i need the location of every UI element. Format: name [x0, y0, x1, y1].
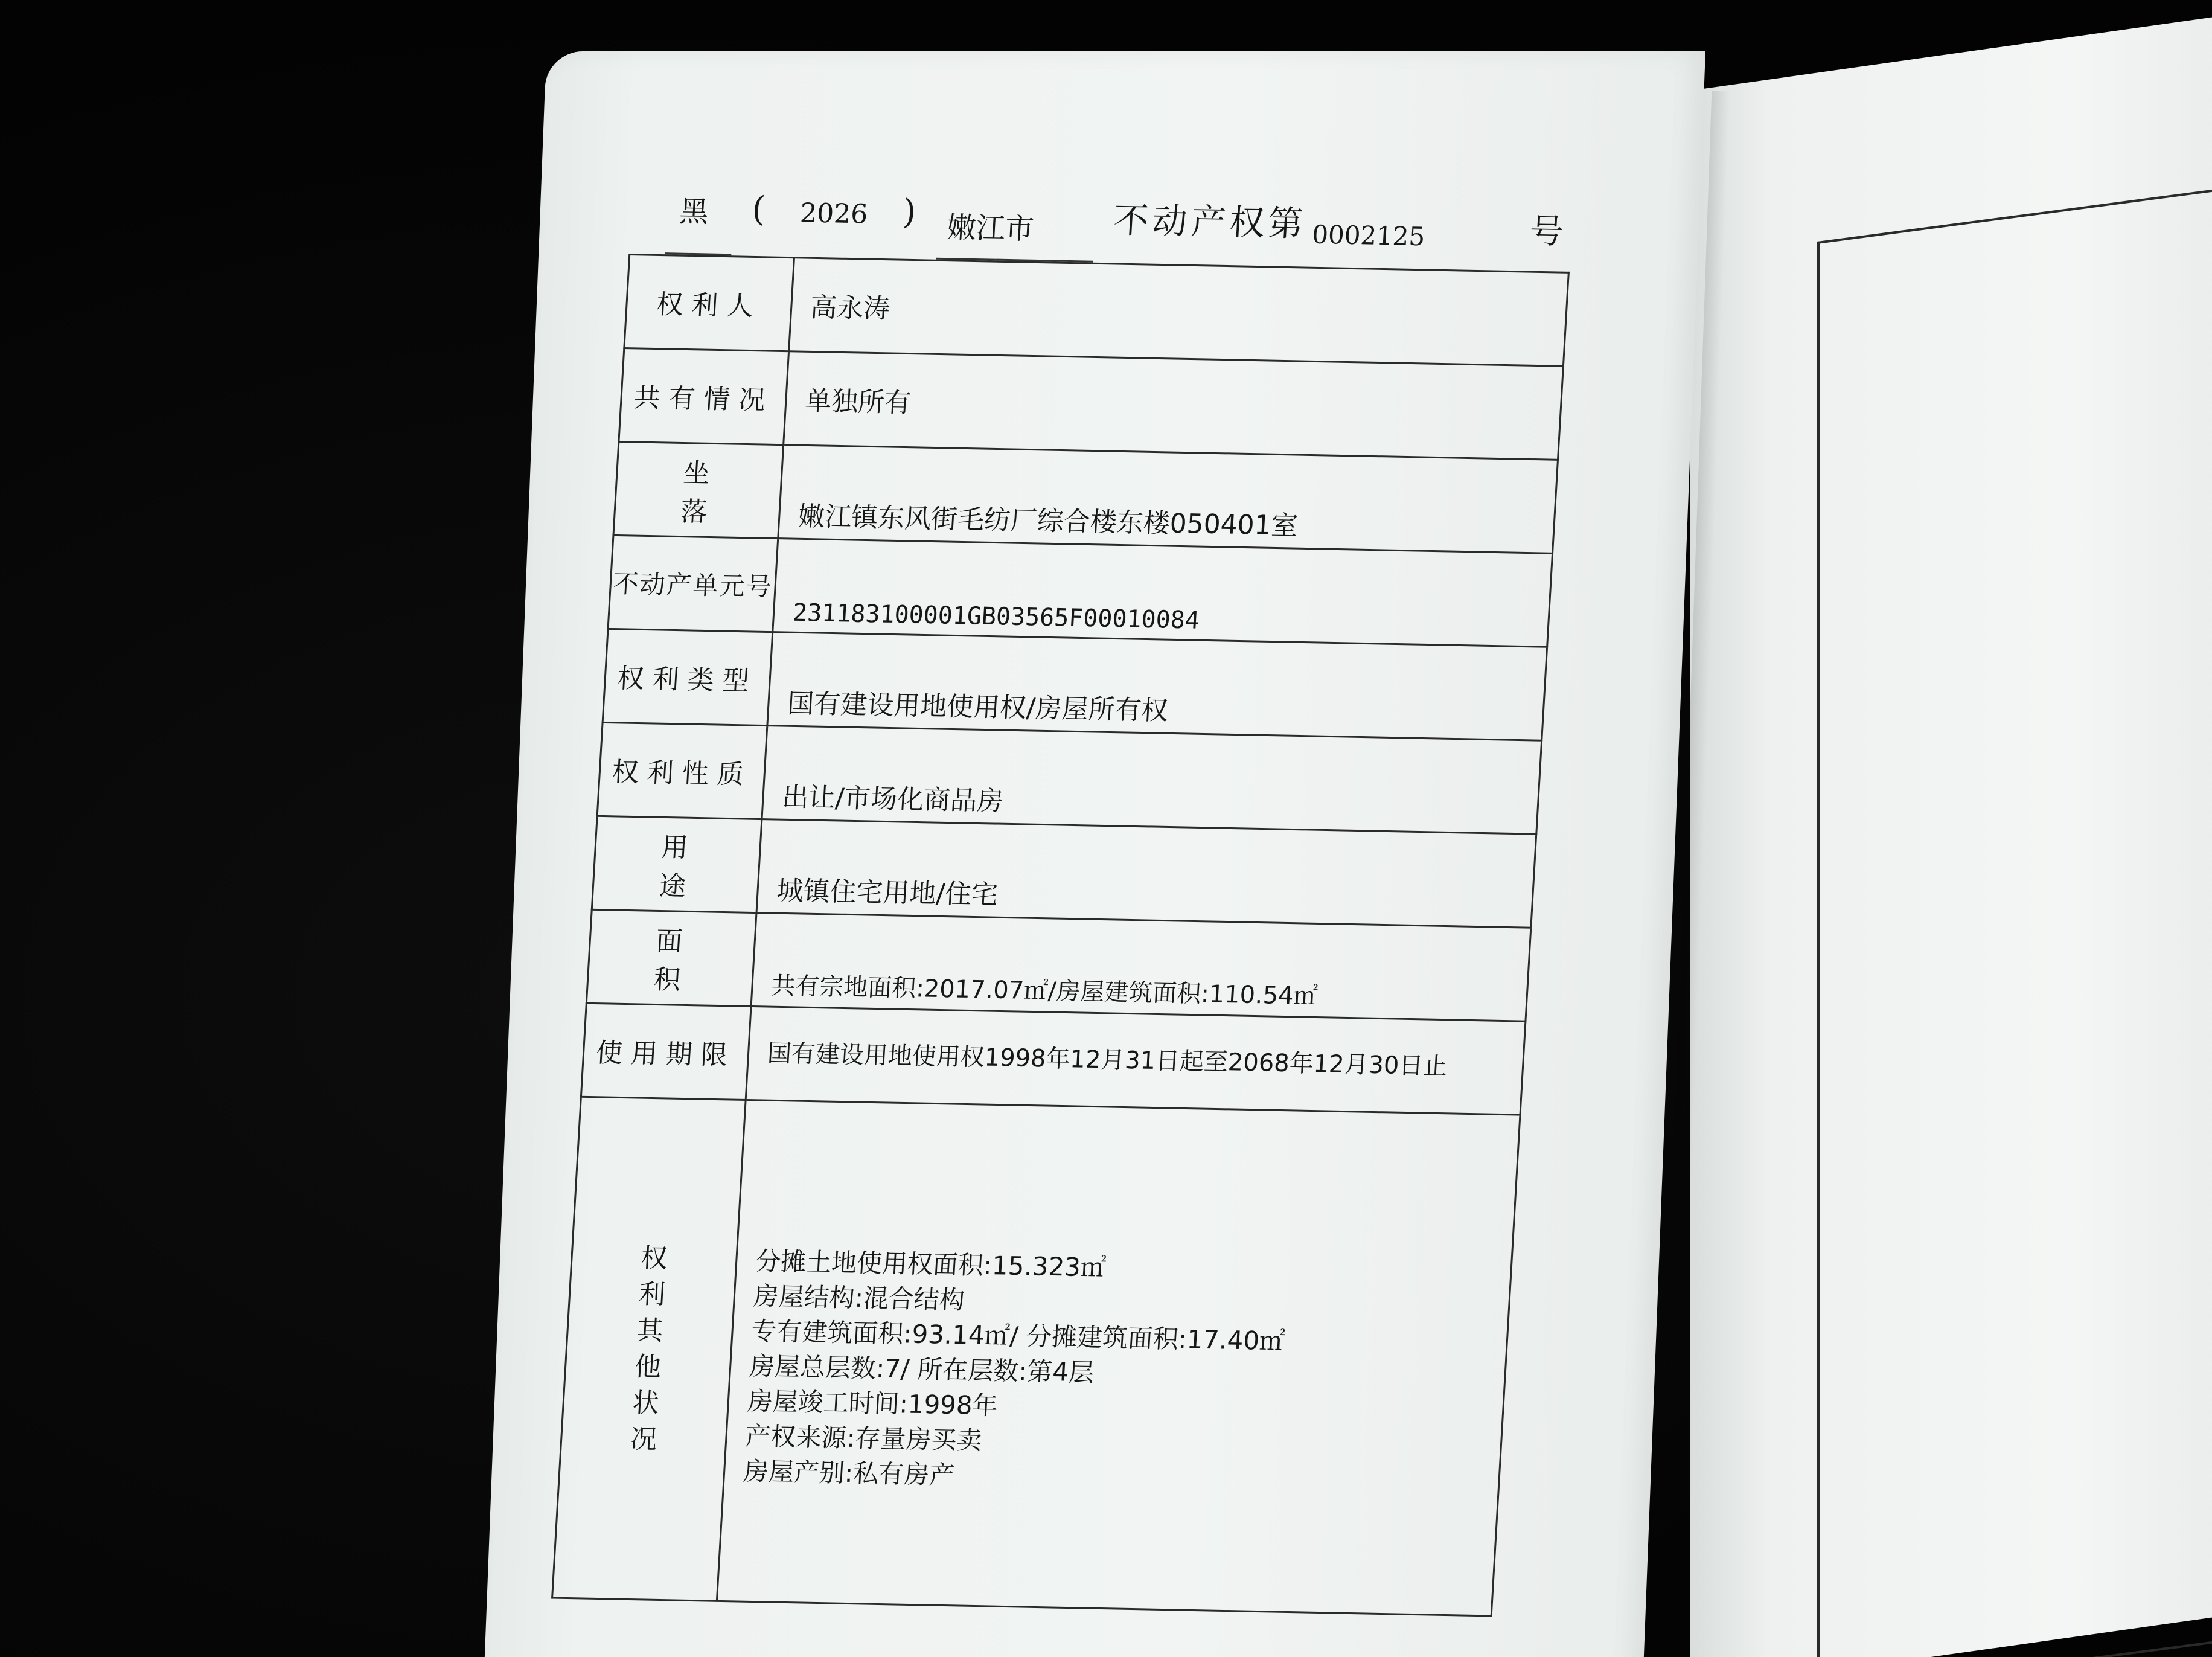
label-char: 况 — [629, 1423, 658, 1455]
certificate-title: 不动产权第 — [1112, 199, 1308, 245]
row-value: 城镇住宅用地/住宅 — [756, 819, 1536, 928]
row-label: 权利人 — [624, 255, 794, 351]
table-row-other — [552, 1097, 1520, 1616]
row-value: 嫩江镇东风街毛纺厂综合楼东楼050401室 — [778, 445, 1558, 554]
table-row — [581, 1003, 1525, 1115]
other-line: 专有建筑面积:93.14㎡/ 分摊建筑面积:17.40㎡ — [750, 1316, 1286, 1356]
row-label: 面积 — [586, 909, 756, 1006]
certificate-city: 嫩江市 — [946, 211, 1035, 246]
paren-open: ( — [750, 189, 767, 229]
label-char: 他 — [633, 1351, 662, 1383]
row-label: 权利类型 — [603, 629, 773, 725]
right-page-frame — [1817, 185, 2212, 1657]
table-row — [586, 909, 1530, 1021]
other-line: 分摊土地使用权面积:15.323㎡ — [754, 1246, 1107, 1283]
row-value: 高永涛 — [789, 258, 1569, 367]
certificate-header — [628, 163, 1587, 272]
row-label: 权利性质 — [597, 722, 767, 819]
table-row — [603, 629, 1547, 740]
certificate-year: 2026 — [799, 197, 869, 230]
table-row — [619, 348, 1563, 460]
row-value: 单独所有 — [784, 351, 1564, 460]
other-status-label — [552, 1097, 746, 1601]
certificate-table — [551, 254, 1570, 1617]
other-line: 房屋总层数:7/ 所在层数:第4层 — [748, 1351, 1095, 1387]
row-value: 出让/市场化商品房 — [762, 726, 1542, 835]
label-char: 权 — [640, 1242, 668, 1274]
row-label: 用途 — [592, 816, 762, 912]
row-label: 不动产单元号 — [608, 535, 778, 632]
other-line: 房屋产别:私有房产 — [742, 1455, 956, 1490]
table-row — [613, 441, 1558, 553]
table-row — [597, 722, 1541, 834]
table-row — [624, 255, 1568, 367]
row-label: 坐落 — [613, 441, 784, 538]
province-abbr: 黑 — [678, 194, 709, 229]
property-certificate — [550, 163, 1587, 1643]
table-row — [592, 816, 1536, 928]
paren-close: ) — [901, 192, 918, 232]
label-char: 状 — [631, 1387, 660, 1419]
certificate-number: 0002125 — [1311, 219, 1426, 252]
row-value: 国有建设用地使用权/房屋所有权 — [767, 632, 1547, 741]
label-char: 其 — [636, 1315, 665, 1347]
other-status-content — [717, 1100, 1520, 1615]
other-line: 产权来源:存量房买卖 — [744, 1420, 983, 1455]
row-label: 使用期限 — [581, 1003, 751, 1100]
row-value: 共有宗地面积:2017.07㎡/房屋建筑面积:110.54㎡ — [751, 913, 1531, 1022]
row-value: 231183100001GB03565F00010084 — [773, 539, 1553, 647]
other-line: 房屋竣工时间:1998年 — [746, 1386, 999, 1420]
row-label: 共有情况 — [619, 348, 789, 444]
other-line: 房屋结构:混合结构 — [752, 1281, 966, 1315]
certificate-suffix: 号 — [1528, 211, 1565, 252]
row-value: 国有建设用地使用权1998年12月31日起至2068年12月30日止 — [746, 1007, 1526, 1115]
label-char: 利 — [638, 1278, 666, 1310]
table-row — [608, 535, 1552, 647]
